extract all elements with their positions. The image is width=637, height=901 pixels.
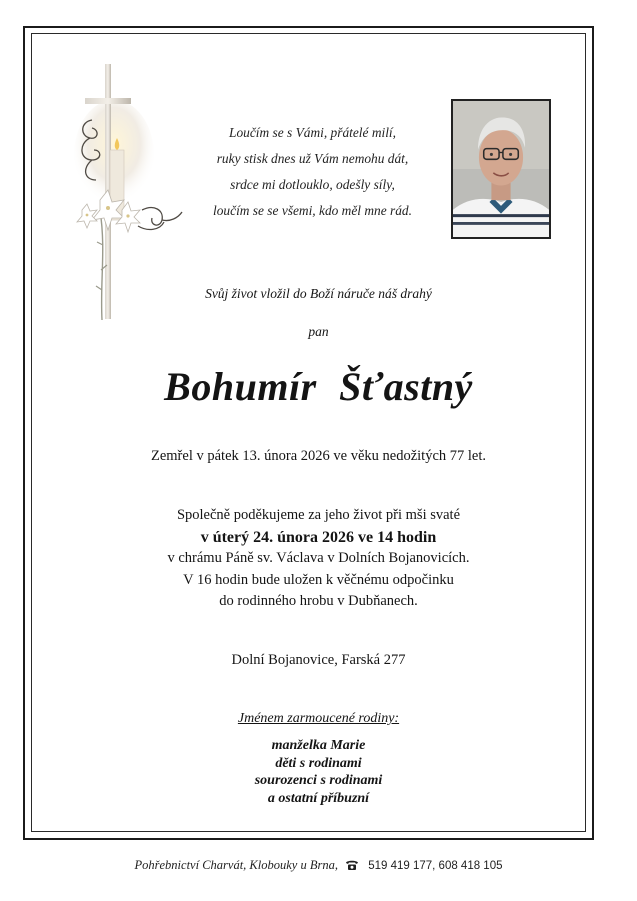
ceremony-line: do rodinného hrobu v Dubňanech.: [219, 593, 418, 609]
ceremony-line: Společně poděkujeme za jeho život při mši svaté: [176, 507, 461, 523]
poem-line: Loučím se s Vámi, přátelé milí,: [229, 125, 396, 140]
poem-line: ruky stisk dnes už Vám nemohu dát,: [216, 151, 409, 166]
family-member: manželka Marie: [271, 738, 366, 753]
address: Dolní Bojanovice, Farská 277: [231, 652, 406, 668]
family-list: [0, 737, 637, 807]
ceremony-info: [0, 505, 637, 613]
family-member: sourozenci s rodinami: [254, 773, 383, 788]
ceremony-line: V 16 hodin bude uložen k věčnému odpočinku: [183, 571, 454, 588]
on-behalf-heading: Jménem zarmoucené rodiny:: [237, 711, 400, 726]
ceremony-line: v chrámu Páně sv. Václava v Dolních Bojanovicích.: [167, 550, 470, 566]
funeral-company: Pohřebnictví Charvát, Klobouky u Brna,: [134, 858, 338, 872]
farewell-poem: [190, 120, 435, 224]
poem-line: loučím se se všemi, kdo měl mne rád.: [213, 203, 412, 218]
death-notice: Zemřel v pátek 13. února 2026 ve věku nedožitých 77 let.: [150, 448, 486, 464]
portrait-photo: [451, 99, 551, 239]
family-member: děti s rodinami: [275, 755, 362, 771]
phone-numbers: 519 419 177, 608 418 105: [368, 860, 503, 872]
poem-line: srdce mi dotlouklo, odešly síly,: [230, 177, 395, 192]
phone-icon: [345, 859, 359, 875]
family-member: a ostatní příbuzní: [267, 790, 370, 806]
title-word: pan: [308, 324, 329, 339]
footer: [0, 858, 637, 875]
deceased-name: Bohumír Šťastný: [164, 364, 473, 409]
ceremony-date: v úterý 24. února 2026 ve 14 hodin: [200, 528, 437, 546]
intro-text: Svůj život vložil do Boží náruče náš drahý: [205, 286, 432, 301]
